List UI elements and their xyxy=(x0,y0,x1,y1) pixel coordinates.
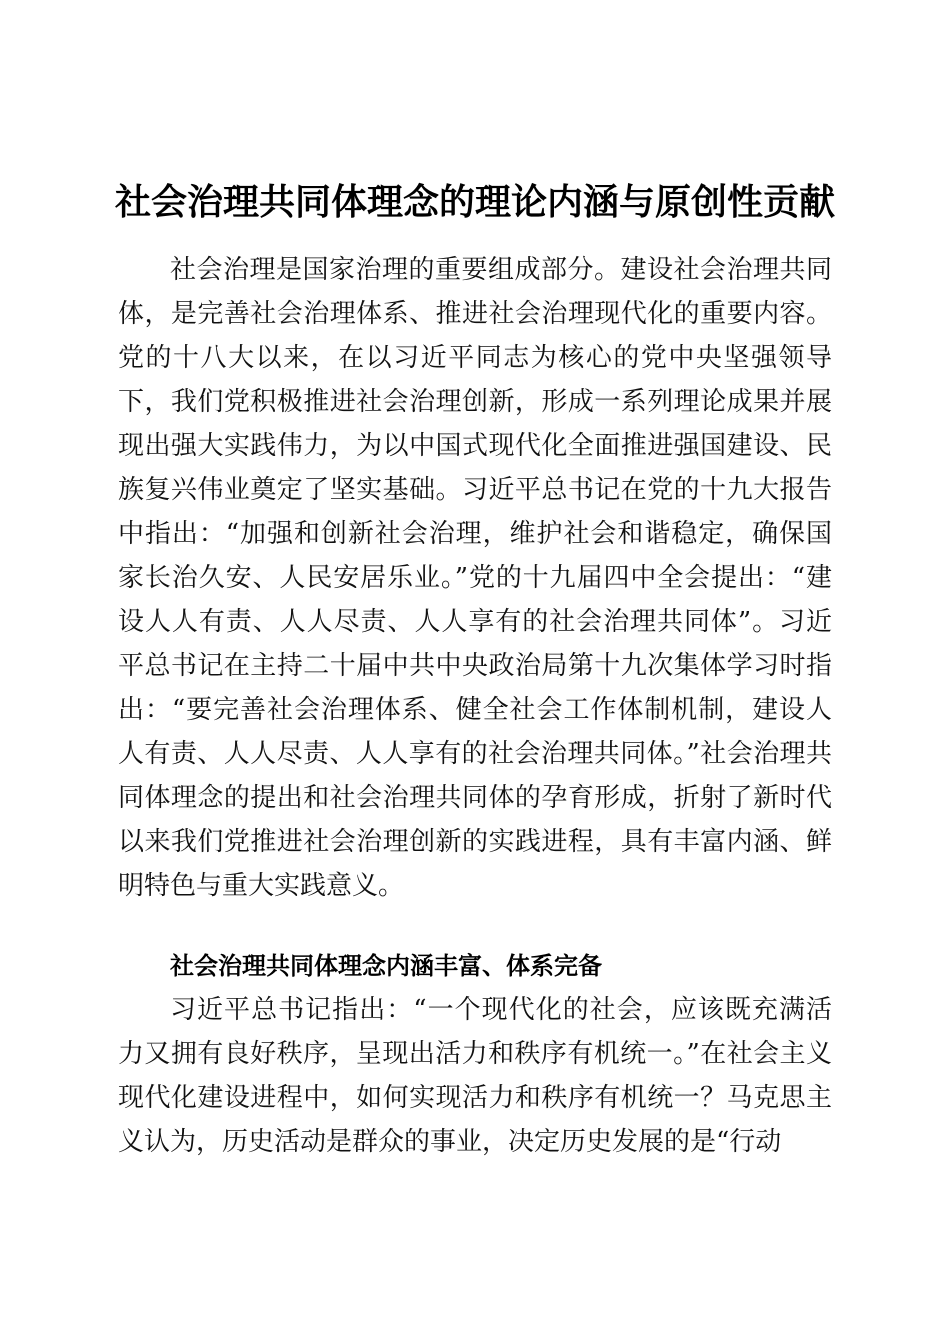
document-title: 社会治理共同体理念的理论内涵与原创性贡献 xyxy=(114,181,835,223)
intro-paragraph: 社会治理是国家治理的重要组成部分。建设社会治理共同体，是完善社会治理体系、推进社会治理现代化的重要内容。党的十八大以来，在以习近平同志为核心的党中央坚强领导下，我们党积极推进社会治理创新，形成一系列理论成果并展现出强大实践伟力，为以中国式现代化全面推进强国建设、民族复兴伟业奠定了坚实基础。习近平总书记在党的十九大报告中指出：“加强和创新社会治理，维护社会和谐稳定，确保国家长治久安、人民安居乐业。”党的十九届四中全会提出：“建设人人有责、人人尽责、人人享有的社会治理共同体”。习近平总书记在主持二十届中共中央政治局第十九次集体学习时指出：“要完善社会治理体系、健全社会工作体制机制，建设人人有责、人人尽责、人人享有的社会治理共同体。”社会治理共同体理念的提出和社会治理共同体的孕育形成，折射了新时代以来我们党推进社会治理创新的实践进程，具有丰富内涵、鲜明特色与重大实践意义。 xyxy=(118,255,832,901)
section-paragraph: 习近平总书记指出：“一个现代化的社会，应该既充满活力又拥有良好秩序，呈现出活力和秩序有机统一。”在社会主义现代化建设进程中，如何实现活力和秩序有机统一？马克思主义认为，历史活动是群众的事业，决定历史发展的是“行动 xyxy=(118,995,832,1157)
section-heading: 社会治理共同体理念内涵丰富、体系完备 xyxy=(170,952,602,980)
